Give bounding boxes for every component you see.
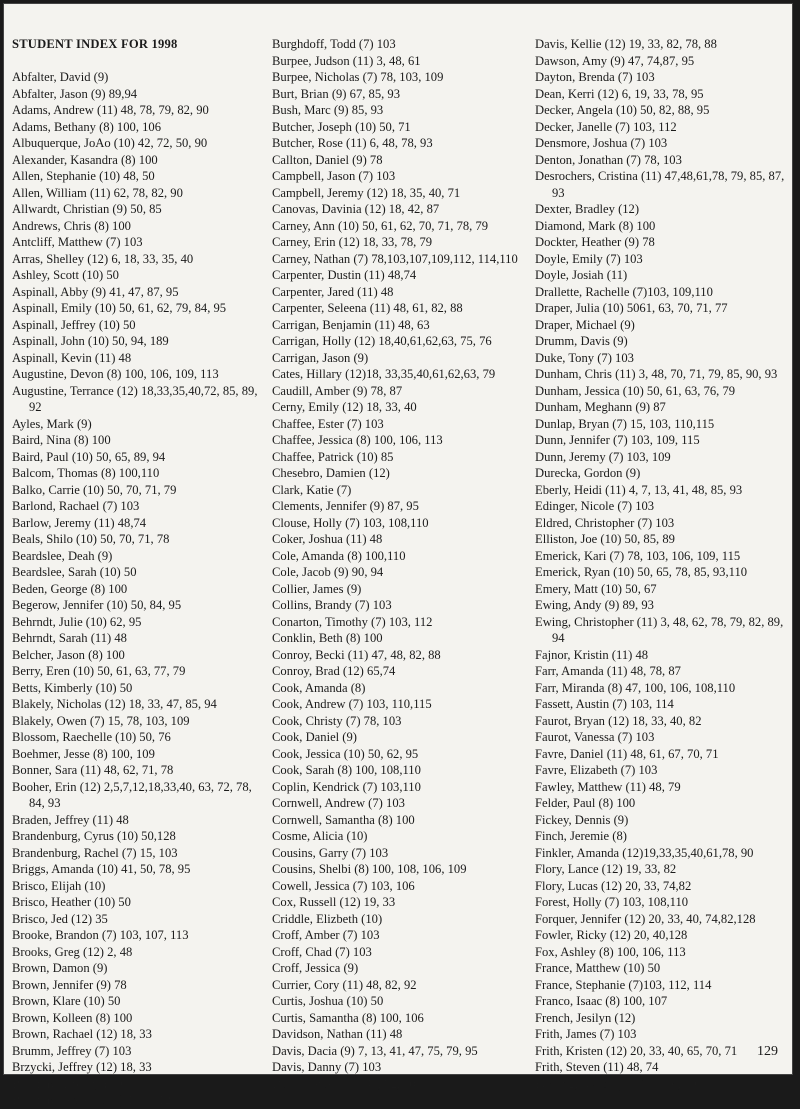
index-entry: Draper, Michael (9) xyxy=(535,317,635,332)
index-entry: Farr, Miranda (8) 47, 100, 106, 108,110 xyxy=(535,680,736,695)
index-entry: Brumm, Jeffrey (7) 103 xyxy=(12,1043,132,1058)
index-entry: Edinger, Nicole (7) 103 xyxy=(535,499,655,513)
index-entry: Duke, Tony (7) 103 xyxy=(535,350,634,365)
index-entry: Cosme, Alicia (10) xyxy=(272,829,368,843)
index-entry: Allen, Stephanie (10) 48, 50 xyxy=(12,169,155,183)
index-entry: Brown, Klare (10) 50 xyxy=(12,994,121,1008)
index-entry: Brisco, Elijah (10) xyxy=(12,878,106,893)
index-entry: Clark, Katie (7) xyxy=(272,482,352,497)
index-entry: Dunn, Jennifer (7) 103, 109, 115 xyxy=(535,433,700,447)
index-entry: Arras, Shelley (12) 6, 18, 33, 35, 40 xyxy=(12,251,194,266)
index-entry: Finch, Jeremie (8) xyxy=(535,829,627,843)
index-entry: Adams, Andrew (11) 48, 78, 79, 82, 90 xyxy=(12,103,209,117)
yearbook-index-page xyxy=(3,3,793,1107)
index-entry: Faurot, Vanessa (7) 103 xyxy=(535,730,655,744)
index-entry: Abfalter, David (9) xyxy=(12,70,109,84)
index-entry: Eberly, Heidi (11) 4, 7, 13, 41, 48, 85, 93 xyxy=(535,482,743,497)
index-entry: Cousins, Shelbi (8) 100, 108, 106, 109 xyxy=(272,862,467,876)
index-entry: Emery, Matt (10) 50, 67 xyxy=(535,581,657,596)
index-entry: Ewing, Christopher (11) 3, 48, 62, 78, 79, 82, 89, 94 xyxy=(535,614,784,645)
index-entry: Aspinall, Kevin (11) 48 xyxy=(12,350,132,365)
index-entry: Ashley, Scott (10) 50 xyxy=(12,268,119,282)
index-entry: Cole, Amanda (8) 100,110 xyxy=(272,548,406,563)
index-entry: Draper, Julia (10) 5061, 63, 70, 71, 77 xyxy=(535,301,728,315)
index-entry: Cook, Amanda (8) xyxy=(272,680,366,695)
index-entry: Augustine, Devon (8) 100, 106, 109, 113 xyxy=(12,367,219,381)
index-entry: Doyle, Emily (7) 103 xyxy=(535,251,643,266)
index-entry: Fawley, Matthew (11) 48, 79 xyxy=(535,779,681,794)
index-entry: France, Matthew (10) 50 xyxy=(535,961,661,975)
index-entry: Croff, Jessica (9) xyxy=(272,961,359,975)
index-entry: Clouse, Holly (7) 103, 108,110 xyxy=(272,515,429,530)
index-entry: Chaffee, Jessica (8) 100, 106, 113 xyxy=(272,433,443,447)
index-entry: Elliston, Joe (10) 50, 85, 89 xyxy=(535,532,675,546)
index-entry: Decker, Angela (10) 50, 82, 88, 95 xyxy=(535,103,710,117)
index-entry: Aspinall, Jeffrey (10) 50 xyxy=(12,317,136,332)
index-entry: Brisco, Jed (12) 35 xyxy=(12,911,108,926)
index-entry: Dean, Kerri (12) 6, 19, 33, 78, 95 xyxy=(535,86,704,101)
index-entry: Bumford, Brett (7) 103 xyxy=(12,1076,129,1091)
index-entry: Doyle, Josiah (11) xyxy=(535,268,628,282)
index-entry: Behrndt, Sarah (11) 48 xyxy=(12,631,127,645)
index-entry: Barlow, Jeremy (11) 48,74 xyxy=(12,515,147,530)
index-entry: Emerick, Ryan (10) 50, 65, 78, 85, 93,110 xyxy=(535,565,748,579)
index-entry: Davis, Danny (7) 103 xyxy=(272,1060,382,1074)
index-entry: Burpee, Judson (11) 3, 48, 61 xyxy=(272,53,421,68)
index-entry: Behrndt, Julie (10) 62, 95 xyxy=(12,614,142,629)
index-entry: Denton, Jonathan (7) 78, 103 xyxy=(535,152,682,167)
index-entry: Faurot, Bryan (12) 18, 33, 40, 82 xyxy=(535,713,702,728)
index-entry: Antcliff, Matthew (7) 103 xyxy=(12,235,143,249)
index-entry: Beardslee, Deah (9) xyxy=(12,548,113,563)
index-entry: Bush, Marc (9) 85, 93 xyxy=(272,103,384,117)
index-entry: Adams, Bethany (8) 100, 106 xyxy=(12,119,162,134)
index-entry: Cook, Sarah (8) 100, 108,110 xyxy=(272,763,421,777)
index-entry: Franco, Isaac (8) 100, 107 xyxy=(535,994,668,1008)
index-entry: Cousins, Garry (7) 103 xyxy=(272,845,389,860)
index-entry: Fajnor, Kristin (11) 48 xyxy=(535,647,649,662)
index-entry: Conarton, Timothy (7) 103, 112 xyxy=(272,614,433,629)
index-entry: Brandenburg, Rachel (7) 15, 103 xyxy=(12,845,178,860)
index-entry: Braden, Jeffrey (11) 48 xyxy=(12,812,129,827)
index-entry: French, Jesilyn (12) xyxy=(535,1010,636,1025)
index-entry: Densmore, Joshua (7) 103 xyxy=(535,136,668,150)
index-entry: Andrews, Chris (8) 100 xyxy=(12,218,131,233)
index-entry: Burpee, Nicholas (7) 78, 103, 109 xyxy=(272,70,444,84)
index-entry: Brooke, Brandon (7) 103, 107, 113 xyxy=(12,928,189,942)
index-entry: Blossom, Raechelle (10) 50, 76 xyxy=(12,730,171,744)
index-entry: Dunham, Chris (11) 3, 48, 70, 71, 79, 85, 90, 93 xyxy=(535,367,778,381)
index-entry: Boehmer, Jesse (8) 100, 109 xyxy=(12,746,155,761)
index-entry: France, Stephanie (7)103, 112, 114 xyxy=(535,977,712,992)
index-entry: Allwardt, Christian (9) 50, 85 xyxy=(12,202,162,216)
index-entry: Dunn, Jeremy (7) 103, 109 xyxy=(535,449,671,464)
index-entry: Cates, Hillary (12)18, 33,35,40,61,62,63, 79 xyxy=(272,367,496,381)
index-entry: Dexter, Bradley (12) xyxy=(535,202,640,216)
index-entry: Beardslee, Sarah (10) 50 xyxy=(12,565,137,579)
index-entry: Finkler, Amanda (12)19,33,35,40,61,78, 90 xyxy=(535,845,754,860)
index-entry: Eldred, Christopher (7) 103 xyxy=(535,515,675,530)
index-entry: Carney, Nathan (7) 78,103,107,109,112, 114,110 xyxy=(272,251,518,266)
index-entry: Brandenburg, Cyrus (10) 50,128 xyxy=(12,829,176,843)
index-entry: Davis, James (11) 48, 82, 90 xyxy=(272,1076,416,1091)
index-entry: Alexander, Kasandra (8) 100 xyxy=(12,152,158,167)
index-entry: Criddle, Elizbeth (10) xyxy=(272,911,383,926)
index-entry: Chaffee, Patrick (10) 85 xyxy=(272,449,394,464)
index-entry: Belcher, Jason (8) 100 xyxy=(12,647,125,662)
index-entry: Brown, Jennifer (9) 78 xyxy=(12,977,127,992)
index-entry: Ayles, Mark (9) xyxy=(12,416,92,431)
index-entry: Callton, Daniel (9) 78 xyxy=(272,152,383,167)
index-entry: Brown, Kolleen (8) 100 xyxy=(12,1010,133,1025)
index-entry: Bumford, Rebecca (7) 103, 112 xyxy=(12,1093,172,1107)
index-entry: Baird, Paul (10) 50, 65, 89, 94 xyxy=(12,449,166,464)
index-entry: Curtis, Joshua (10) 50 xyxy=(272,994,384,1008)
index-entry: Cook, Andrew (7) 103, 110,115 xyxy=(272,697,432,711)
index-entry: Cole, Jacob (9) 90, 94 xyxy=(272,565,384,579)
index-entry: Carpenter, Seleena (11) 48, 61, 82, 88 xyxy=(272,301,463,315)
index-entry: Dunlap, Bryan (7) 15, 103, 110,115 xyxy=(535,416,715,431)
index-entry: Farr, Amanda (11) 48, 78, 87 xyxy=(535,664,681,678)
index-entry: Brzycki, Jeffrey (12) 18, 33 xyxy=(12,1060,152,1074)
index-entry: Butcher, Joseph (10) 50, 71 xyxy=(272,119,411,134)
index-entry: Forest, Holly (7) 103, 108,110 xyxy=(535,895,689,909)
index-entry: Beden, George (8) 100 xyxy=(12,581,128,596)
index-entry: Decker, Janelle (7) 103, 112 xyxy=(535,119,677,134)
index-entry: Balko, Carrie (10) 50, 70, 71, 79 xyxy=(12,482,177,497)
index-entry: Canovas, Davinia (12) 18, 42, 87 xyxy=(272,202,440,216)
index-entry: Cox, Russell (12) 19, 33 xyxy=(272,895,396,909)
index-entry: Cook, Daniel (9) xyxy=(272,730,357,744)
index-entry: Fassett, Austin (7) 103, 114 xyxy=(535,697,674,711)
index-entry: Booher, Erin (12) 2,5,7,12,18,33,40, 63, 72, 78, 84, 93 xyxy=(12,779,252,810)
index-entry: Cowell, Jessica (7) 103, 106 xyxy=(272,878,415,893)
index-entry: Cook, Christy (7) 78, 103 xyxy=(272,713,402,728)
index-entry: Brisco, Heather (10) 50 xyxy=(12,895,131,909)
index-entry: Abfalter, Jason (9) 89,94 xyxy=(12,86,138,101)
index-entry: Davidson, Nathan (11) 48 xyxy=(272,1027,403,1041)
index-entry: Briggs, Amanda (10) 41, 50, 78, 95 xyxy=(12,862,191,876)
index-entry: Betts, Kimberly (10) 50 xyxy=(12,680,133,695)
index-entry: Cornwell, Andrew (7) 103 xyxy=(272,796,405,810)
index-entry: Dunham, Jessica (10) 50, 61, 63, 76, 79 xyxy=(535,383,736,398)
index-entry: Albuquerque, JoAo (10) 42, 72, 50, 90 xyxy=(12,136,208,150)
index-entry: Cerny, Emily (12) 18, 33, 40 xyxy=(272,400,417,414)
index-entry: Beals, Shilo (10) 50, 70, 71, 78 xyxy=(12,532,170,546)
index-entry: Aspinall, John (10) 50, 94, 189 xyxy=(12,334,169,348)
index-heading: STUDENT INDEX FOR 1998 xyxy=(12,37,178,51)
index-entry: Butcher, Rose (11) 6, 48, 78, 93 xyxy=(272,136,433,150)
index-entry: Diamond, Mark (8) 100 xyxy=(535,218,656,233)
index-entry: Burghdoff, Todd (7) 103 xyxy=(272,37,396,51)
index-entry: Carpenter, Dustin (11) 48,74 xyxy=(272,268,417,282)
index-entry: Berry, Eren (10) 50, 61, 63, 77, 79 xyxy=(12,664,186,678)
index-entry: Barlond, Rachael (7) 103 xyxy=(12,499,140,513)
index-entry: Currier, Cory (11) 48, 82, 92 xyxy=(272,977,417,992)
index-entry: Davis, Dacia (9) 7, 13, 41, 47, 75, 79, 95 xyxy=(272,1043,478,1058)
index-entry: Campbell, Jason (7) 103 xyxy=(272,169,396,183)
index-entry: Bonner, Sara (11) 48, 62, 71, 78 xyxy=(12,763,174,777)
index-entry: Campbell, Jeremy (12) 18, 35, 40, 71 xyxy=(272,185,461,200)
index-entry: Forquer, Jennifer (12) 20, 33, 40, 74,82,128 xyxy=(535,911,756,926)
index-entry: Brown, Damon (9) xyxy=(12,961,108,975)
index-entry: Carpenter, Jared (11) 48 xyxy=(272,284,394,299)
index-entry: Drumm, Davis (9) xyxy=(535,334,628,348)
index-entry: Croff, Amber (7) 103 xyxy=(272,928,380,942)
index-entry: Ewing, Andy (9) 89, 93 xyxy=(535,598,654,612)
index-entry: Carrigan, Holly (12) 18,40,61,62,63, 75, 76 xyxy=(272,334,492,348)
index-entry: Caudill, Amber (9) 78, 87 xyxy=(272,383,403,398)
index-entry: Desrochers, Cristina (11) 47,48,61,78, 79, 85, 87, 93 xyxy=(535,169,785,200)
index-entry: Brown, Rachael (12) 18, 33 xyxy=(12,1027,152,1041)
index-entry: Favre, Daniel (11) 48, 61, 67, 70, 71 xyxy=(535,746,719,761)
index-entry: Fox, Ashley (8) 100, 106, 113 xyxy=(535,944,686,959)
index-entry: Collins, Brandy (7) 103 xyxy=(272,598,392,612)
index-entry: Flory, Lance (12) 19, 33, 82 xyxy=(535,862,677,876)
index-entry: Flory, Lucas (12) 20, 33, 74,82 xyxy=(535,878,692,893)
index-entry: Frith, James (7) 103 xyxy=(535,1027,637,1041)
index-entry: Conroy, Becki (11) 47, 48, 82, 88 xyxy=(272,647,441,662)
index-entry: Dockter, Heather (9) 78 xyxy=(535,235,655,249)
index-entry: Frith, Steven (11) 48, 74 xyxy=(535,1060,659,1074)
index-entry: Balcom, Thomas (8) 100,110 xyxy=(12,466,160,480)
page-number: 129 xyxy=(757,1044,778,1059)
index-entry: Aspinall, Abby (9) 41, 47, 87, 95 xyxy=(12,284,179,299)
index-entry: Aspinall, Emily (10) 50, 61, 62, 79, 84, 95 xyxy=(12,301,227,315)
index-entry: Blakely, Owen (7) 15, 78, 103, 109 xyxy=(12,713,190,728)
index-entry: Curtis, Samantha (8) 100, 106 xyxy=(272,1010,424,1025)
index-entry: Croff, Chad (7) 103 xyxy=(272,944,372,959)
index-entry: Cook, Jessica (10) 50, 62, 95 xyxy=(272,746,419,761)
index-entry: Emerick, Kari (7) 78, 103, 106, 109, 115 xyxy=(535,548,741,563)
index-entry: Frith, Kristen (12) 20, 33, 40, 65, 70, 71 xyxy=(535,1043,738,1058)
index-entry: Dunham, Meghann (9) 87 xyxy=(535,400,666,414)
index-entry: Fowler, Ricky (12) 20, 40,128 xyxy=(535,928,688,942)
index-entry: Chesebro, Damien (12) xyxy=(272,466,390,480)
index-entry: Dayton, Brenda (7) 103 xyxy=(535,70,655,84)
index-entry: Favre, Elizabeth (7) 103 xyxy=(535,763,658,777)
index-entry: Dawson, Amy (9) 47, 74,87, 95 xyxy=(535,53,695,68)
index-entry: Coplin, Kendrick (7) 103,110 xyxy=(272,779,421,794)
index-entry: Conklin, Beth (8) 100 xyxy=(272,631,383,645)
index-entry: Cornwell, Samantha (8) 100 xyxy=(272,812,415,827)
index-entry: Allen, William (11) 62, 78, 82, 90 xyxy=(12,185,183,200)
index-entry: Carrigan, Jason (9) xyxy=(272,350,369,365)
index-entry: Carney, Erin (12) 18, 33, 78, 79 xyxy=(272,235,433,249)
index-entry: Carney, Ann (10) 50, 61, 62, 70, 71, 78, 79 xyxy=(272,218,489,233)
index-entry: Conroy, Brad (12) 65,74 xyxy=(272,664,396,678)
index-column-2 xyxy=(272,36,528,1092)
index-entry: Felder, Paul (8) 100 xyxy=(535,796,636,810)
index-entry: Durecka, Gordon (9) xyxy=(535,466,641,480)
index-entry: Coker, Joshua (11) 48 xyxy=(272,532,383,546)
index-entry: Augustine, Terrance (12) 18,33,35,40,72, 85, 89, 92 xyxy=(12,383,258,414)
index-entry: Chaffee, Ester (7) 103 xyxy=(272,416,384,431)
index-entry: Burt, Brian (9) 67, 85, 93 xyxy=(272,86,401,101)
index-entry: Clements, Jennifer (9) 87, 95 xyxy=(272,499,419,513)
index-entry: Collier, James (9) xyxy=(272,581,362,596)
index-column-3 xyxy=(535,36,787,1092)
index-entry: Drallette, Rachelle (7)103, 109,110 xyxy=(535,284,713,299)
index-entry: Davis, Kellie (12) 19, 33, 82, 78, 88 xyxy=(535,37,717,51)
index-entry: Blakely, Nicholas (12) 18, 33, 47, 85, 94 xyxy=(12,697,217,711)
index-entry: Brooks, Greg (12) 2, 48 xyxy=(12,944,133,959)
index-entry: Fickey, Dennis (9) xyxy=(535,812,629,827)
index-column-1 xyxy=(12,36,264,1109)
index-entry: Begerow, Jennifer (10) 50, 84, 95 xyxy=(12,598,182,612)
index-entry: Carrigan, Benjamin (11) 48, 63 xyxy=(272,317,430,332)
index-entry: Baird, Nina (8) 100 xyxy=(12,433,111,447)
index-entry: Furlong, Kasey (7) 103, 106, 109 xyxy=(535,1076,703,1091)
